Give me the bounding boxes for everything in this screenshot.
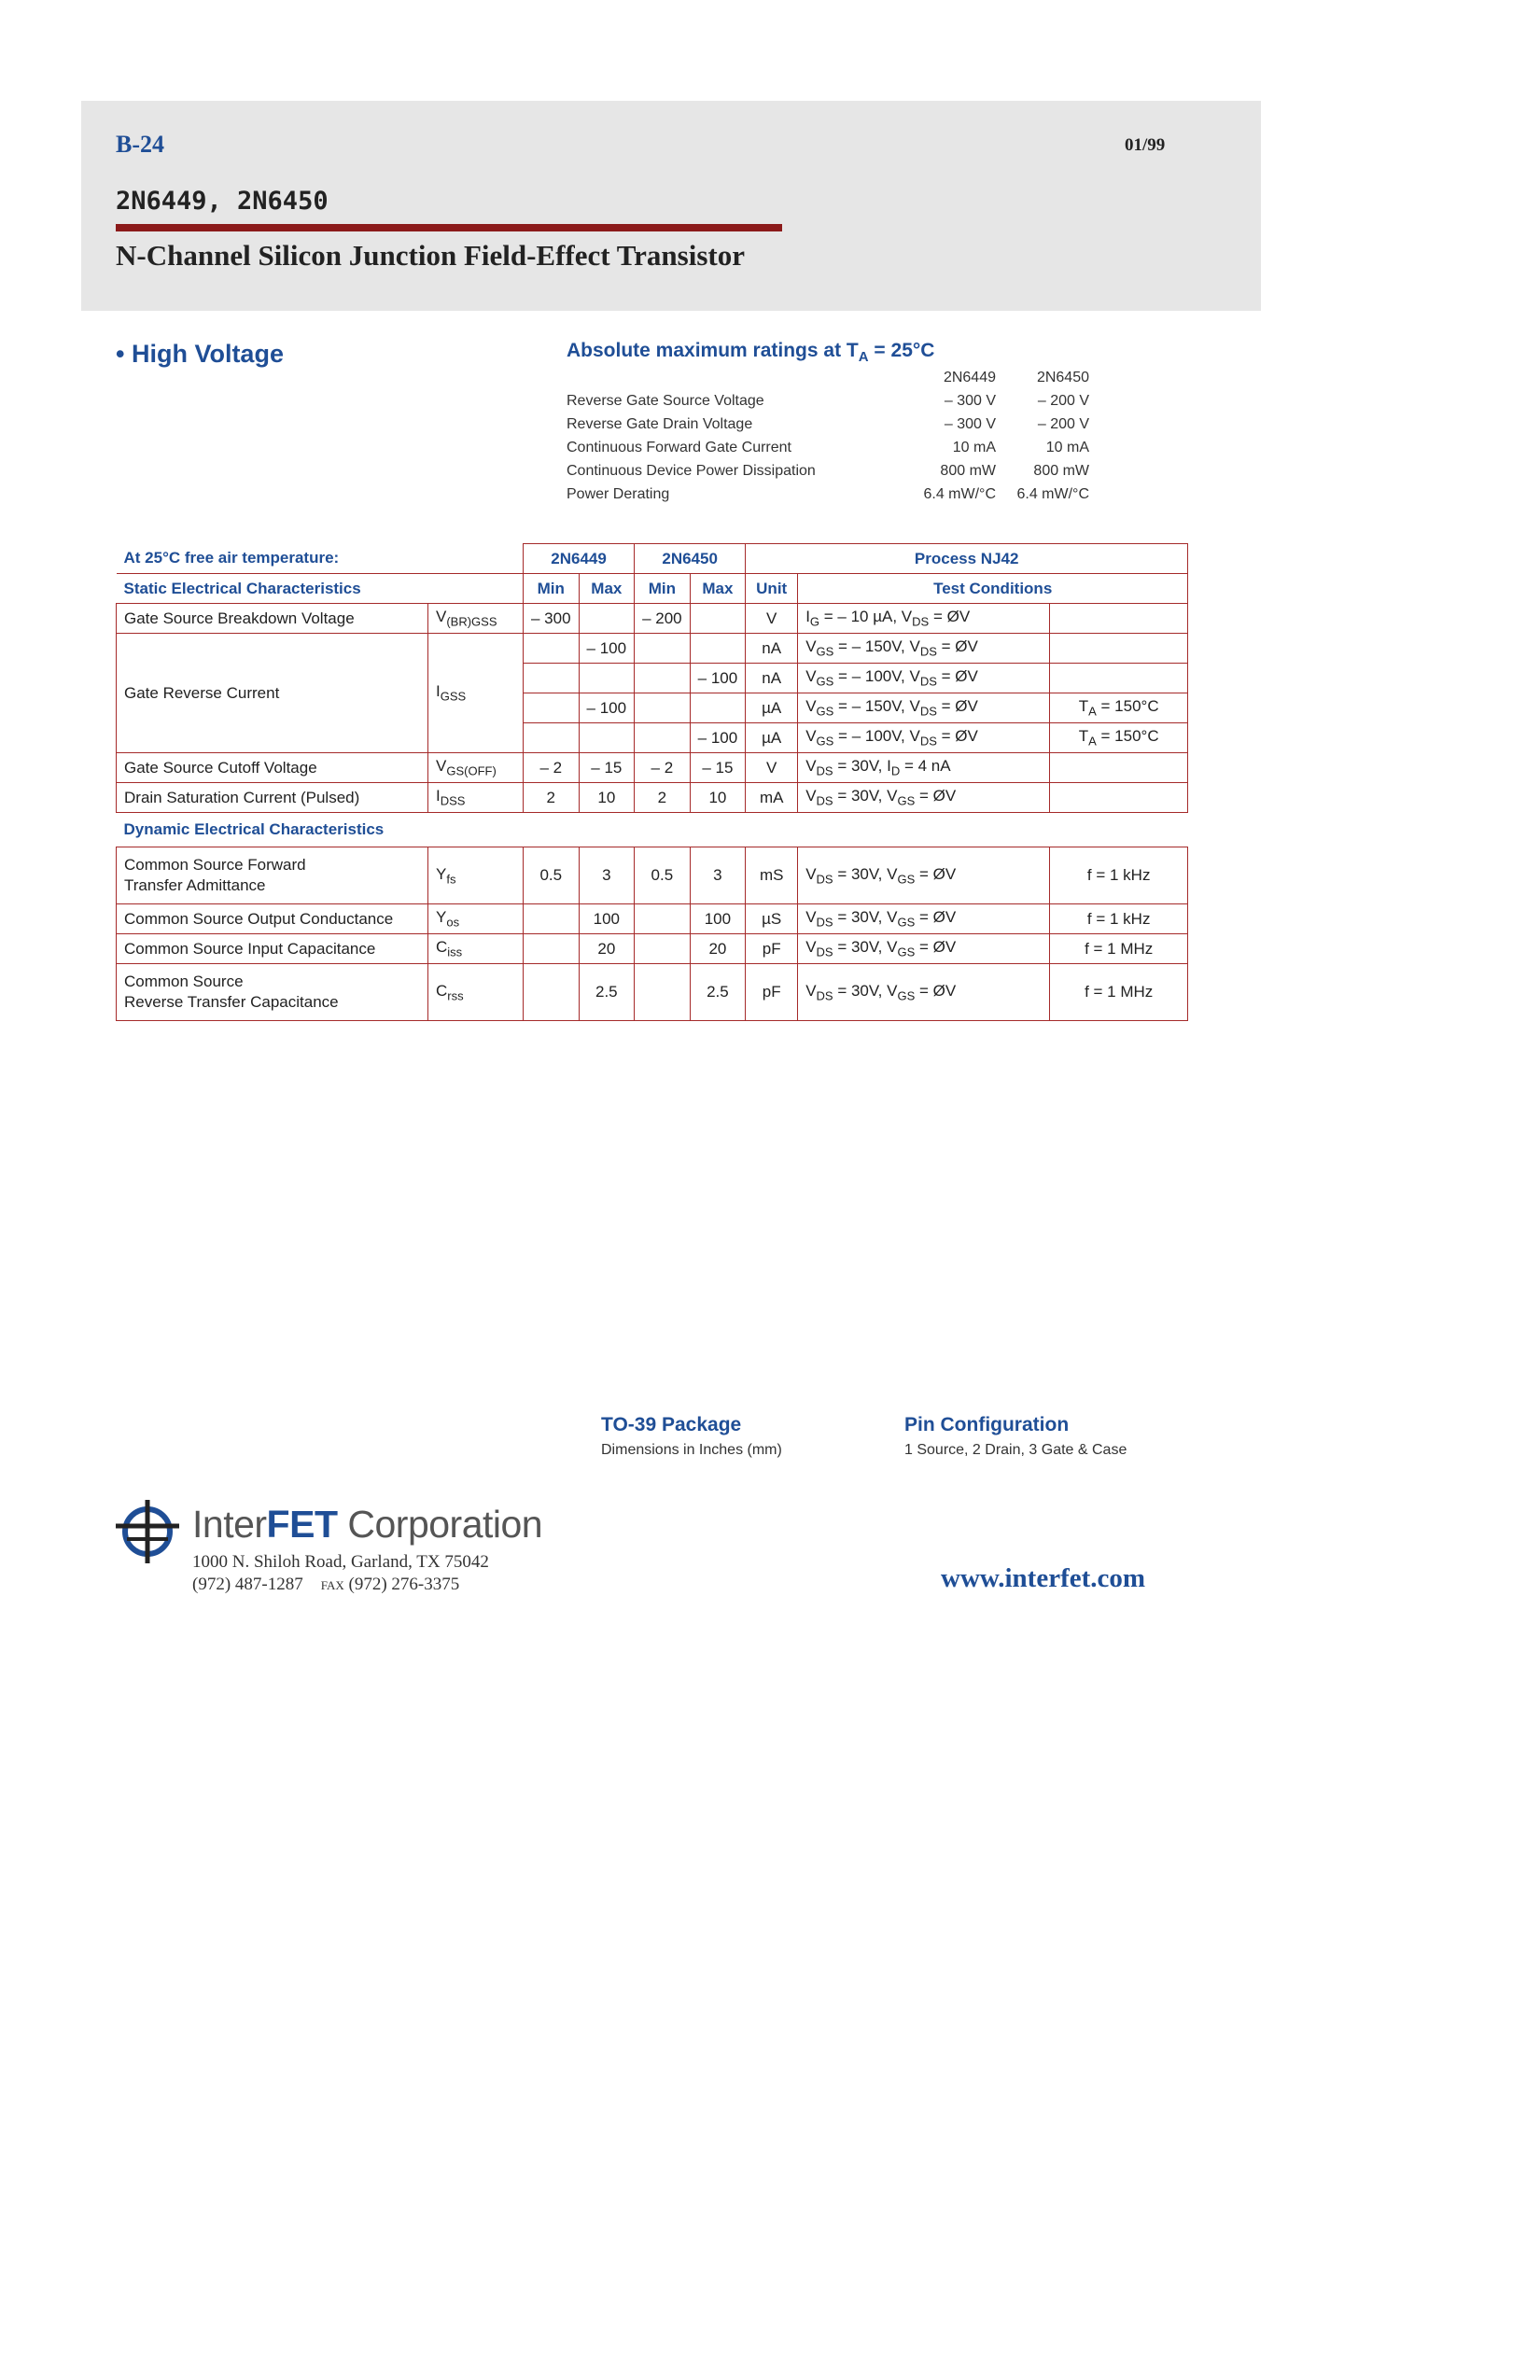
min-value: – 300 [524, 604, 580, 634]
abs-max-value: – 200 V [1037, 392, 1089, 409]
test-condition: $V_{GS}$ = – 150V, $V_{DS}$ = ØV [798, 634, 1050, 664]
max-value: – 15 [690, 753, 746, 783]
frequency-condition: f = 1 MHz [1050, 964, 1188, 1021]
empty-cell [1050, 604, 1188, 634]
param-label: Gate Source Breakdown Voltage [117, 604, 428, 634]
min-value: 0.5 [524, 847, 580, 904]
max-header: Max [690, 574, 746, 604]
frequency-condition: f = 1 MHz [1050, 934, 1188, 964]
abs-max-value: – 300 V [944, 392, 996, 409]
table-row [117, 634, 1188, 664]
table-subheader-row [117, 574, 1188, 604]
param-label: Gate Source Cutoff Voltage [117, 753, 428, 783]
abs-max-value: 6.4 mW/°C [1016, 485, 1089, 502]
table-row [117, 847, 1188, 904]
min-header: Min [635, 574, 691, 604]
abs-max-label: Continuous Device Power Dissipation [567, 462, 816, 479]
test-condition: $V_{DS} = 30V$, $V_{GS}$ = ØV [798, 783, 1050, 813]
free-air-label: At 25°C free air temperature: [117, 544, 524, 574]
frequency-condition: f = 1 kHz [1050, 847, 1188, 904]
empty-cell [690, 604, 746, 634]
empty-cell [690, 693, 746, 723]
abs-max-col2: 2N6450 [1036, 369, 1089, 385]
param-symbol: $C_{rss}$ [428, 964, 524, 1021]
abs-max-value: 800 mW [1033, 462, 1089, 479]
abs-max-col1: 2N6449 [943, 369, 996, 385]
unit-value: µA [746, 723, 798, 753]
device-title: N-Channel Silicon Junction Field-Effect Transistor [116, 239, 745, 272]
empty-cell [635, 964, 691, 1021]
empty-cell [524, 934, 580, 964]
table-header-row [117, 544, 1188, 574]
max-value: – 100 [579, 693, 635, 723]
empty-cell [524, 634, 580, 664]
min-value: – 200 [635, 604, 691, 634]
empty-cell [579, 723, 635, 753]
abs-max-value: 6.4 mW/°C [923, 485, 996, 502]
min-value: 0.5 [635, 847, 691, 904]
test-condition: $V_{DS} = 30V$, $V_{GS}$ = ØV [798, 847, 1050, 904]
max-value: – 15 [579, 753, 635, 783]
param-label: Gate Reverse Current [117, 634, 428, 753]
abs-max-label-header [567, 366, 903, 389]
empty-cell [524, 964, 580, 1021]
abs-max-value: 800 mW [940, 462, 996, 479]
dynamic-section-row [117, 813, 1188, 847]
test-condition: $V_{GS}$ = – 150V, $V_{DS}$ = ØV [798, 693, 1050, 723]
package-title: TO-39 Package [601, 1414, 742, 1435]
empty-cell [524, 904, 580, 934]
unit-value: nA [746, 634, 798, 664]
abs-max-value: – 200 V [1037, 415, 1089, 432]
test-conditions-header: Test Conditions [798, 574, 1188, 604]
unit-value: nA [746, 664, 798, 693]
part1-header: 2N6449 [524, 544, 635, 574]
abs-max-label: Reverse Gate Source Voltage [567, 392, 764, 409]
company-name: InterFET Corporation [192, 1503, 543, 1546]
date: 01/99 [1125, 135, 1166, 155]
abs-max-label: Power Derating [567, 485, 670, 502]
website-link[interactable]: www.interfet.com [941, 1563, 1146, 1593]
unit-value: V [746, 604, 798, 634]
abs-max-value: 10 mA [952, 439, 996, 455]
test-condition: $V_{DS} = 30V$, $I_D = 4$ nA [798, 753, 1050, 783]
temperature-condition: $T_A = 150^\circ C$ [1050, 723, 1188, 753]
min-value: – 2 [635, 753, 691, 783]
max-value: 20 [579, 934, 635, 964]
max-value: – 100 [690, 664, 746, 693]
max-value: 3 [690, 847, 746, 904]
abs-max-header-row [567, 366, 1089, 389]
unit-value: µS [746, 904, 798, 934]
test-condition: $V_{DS} = 30V$, $V_{GS}$ = ØV [798, 964, 1050, 1021]
empty-cell [579, 664, 635, 693]
abs-max-label: Continuous Forward Gate Current [567, 439, 791, 455]
test-condition: $V_{DS} = 30V$, $V_{GS}$ = ØV [798, 904, 1050, 934]
param-symbol: $V_{GS(OFF)}$ [428, 753, 524, 783]
abs-max-table [567, 366, 1089, 506]
max-value: 10 [690, 783, 746, 813]
param-label: Common Source Reverse Transfer Capacitance [117, 964, 428, 1021]
feature-bullet: • High Voltage [116, 340, 284, 368]
test-condition: $I_G$ = – 10 µA, $V_{DS}$ = ØV [798, 604, 1050, 634]
test-condition: $V_{DS} = 30V$, $V_{GS}$ = ØV [798, 934, 1050, 964]
abs-max-row [567, 436, 1089, 459]
param-label: Common Source Forward Transfer Admittance [117, 847, 428, 904]
static-section-title: Static Electrical Characteristics [117, 574, 524, 604]
max-value: 3 [579, 847, 635, 904]
param-label: Common Source Input Capacitance [117, 934, 428, 964]
empty-cell [635, 664, 691, 693]
empty-cell [635, 723, 691, 753]
empty-cell [524, 723, 580, 753]
empty-cell [635, 634, 691, 664]
max-value: 100 [579, 904, 635, 934]
dynamic-section-title: Dynamic Electrical Characteristics [117, 813, 1188, 847]
empty-cell [524, 664, 580, 693]
max-value: 2.5 [579, 964, 635, 1021]
empty-cell [635, 904, 691, 934]
param-label: Drain Saturation Current (Pulsed) [117, 783, 428, 813]
temperature-condition: $T_A = 150^\circ C$ [1050, 693, 1188, 723]
pin-config-subtitle: 1 Source, 2 Drain, 3 Gate & Case [904, 1442, 1127, 1458]
param-symbol: $V_{(BR)GSS}$ [428, 604, 524, 634]
table-row [117, 964, 1188, 1021]
company-phone-fax: (972) 487-1287 FAX (972) 276-3375 [192, 1575, 460, 1594]
test-condition: $V_{GS}$ = – 100V, $V_{DS}$ = ØV [798, 664, 1050, 693]
empty-cell [635, 934, 691, 964]
frequency-condition: f = 1 kHz [1050, 904, 1188, 934]
min-value: 2 [524, 783, 580, 813]
abs-max-row [567, 413, 1089, 436]
max-value: 2.5 [690, 964, 746, 1021]
unit-value: V [746, 753, 798, 783]
part-numbers: 2N6449, 2N6450 [116, 187, 329, 216]
min-value: – 2 [524, 753, 580, 783]
table-row [117, 934, 1188, 964]
empty-cell [1050, 634, 1188, 664]
package-subtitle: Dimensions in Inches (mm) [601, 1442, 782, 1458]
company-address: 1000 N. Shiloh Road, Garland, TX 75042 [192, 1552, 489, 1572]
unit-value: mA [746, 783, 798, 813]
table-row [117, 604, 1188, 634]
empty-cell [1050, 753, 1188, 783]
max-value: – 100 [690, 723, 746, 753]
unit-header: Unit [746, 574, 798, 604]
empty-cell [524, 693, 580, 723]
param-symbol: $I_{GSS}$ [428, 634, 524, 753]
min-value: 2 [635, 783, 691, 813]
unit-value: pF [746, 934, 798, 964]
process-header: Process NJ42 [746, 544, 1188, 574]
abs-max-row [567, 483, 1089, 506]
page-code: B-24 [116, 131, 164, 158]
title-rule [116, 224, 782, 231]
param-symbol: $Y_{fs}$ [428, 847, 524, 904]
min-header: Min [524, 574, 580, 604]
abs-max-label: Reverse Gate Drain Voltage [567, 415, 753, 432]
empty-cell [690, 634, 746, 664]
abs-max-row [567, 389, 1089, 413]
abs-max-title: Absolute maximum ratings at $T_A = 25^\circ C$ [567, 340, 935, 366]
empty-cell [1050, 783, 1188, 813]
empty-cell [635, 693, 691, 723]
abs-max-row [567, 459, 1089, 483]
unit-value: mS [746, 847, 798, 904]
abs-max-value: 10 mA [1045, 439, 1089, 455]
max-value: 20 [690, 934, 746, 964]
interfet-logo-icon [114, 1498, 181, 1565]
param-symbol: $C_{iss}$ [428, 934, 524, 964]
table-row [117, 783, 1188, 813]
test-condition: $V_{GS}$ = – 100V, $V_{DS}$ = ØV [798, 723, 1050, 753]
empty-cell [1050, 664, 1188, 693]
max-value: 10 [579, 783, 635, 813]
pin-config-title: Pin Configuration [904, 1414, 1070, 1435]
empty-cell [579, 604, 635, 634]
electrical-characteristics-table [116, 543, 1188, 1021]
param-symbol: $I_{DSS}$ [428, 783, 524, 813]
part2-header: 2N6450 [635, 544, 746, 574]
unit-value: µA [746, 693, 798, 723]
param-symbol: $Y_{os}$ [428, 904, 524, 934]
max-value: 100 [690, 904, 746, 934]
table-row [117, 904, 1188, 934]
table-row [117, 753, 1188, 783]
unit-value: pF [746, 964, 798, 1021]
param-label: Common Source Output Conductance [117, 904, 428, 934]
abs-max-value: – 300 V [944, 415, 996, 432]
max-header: Max [579, 574, 635, 604]
max-value: – 100 [579, 634, 635, 664]
